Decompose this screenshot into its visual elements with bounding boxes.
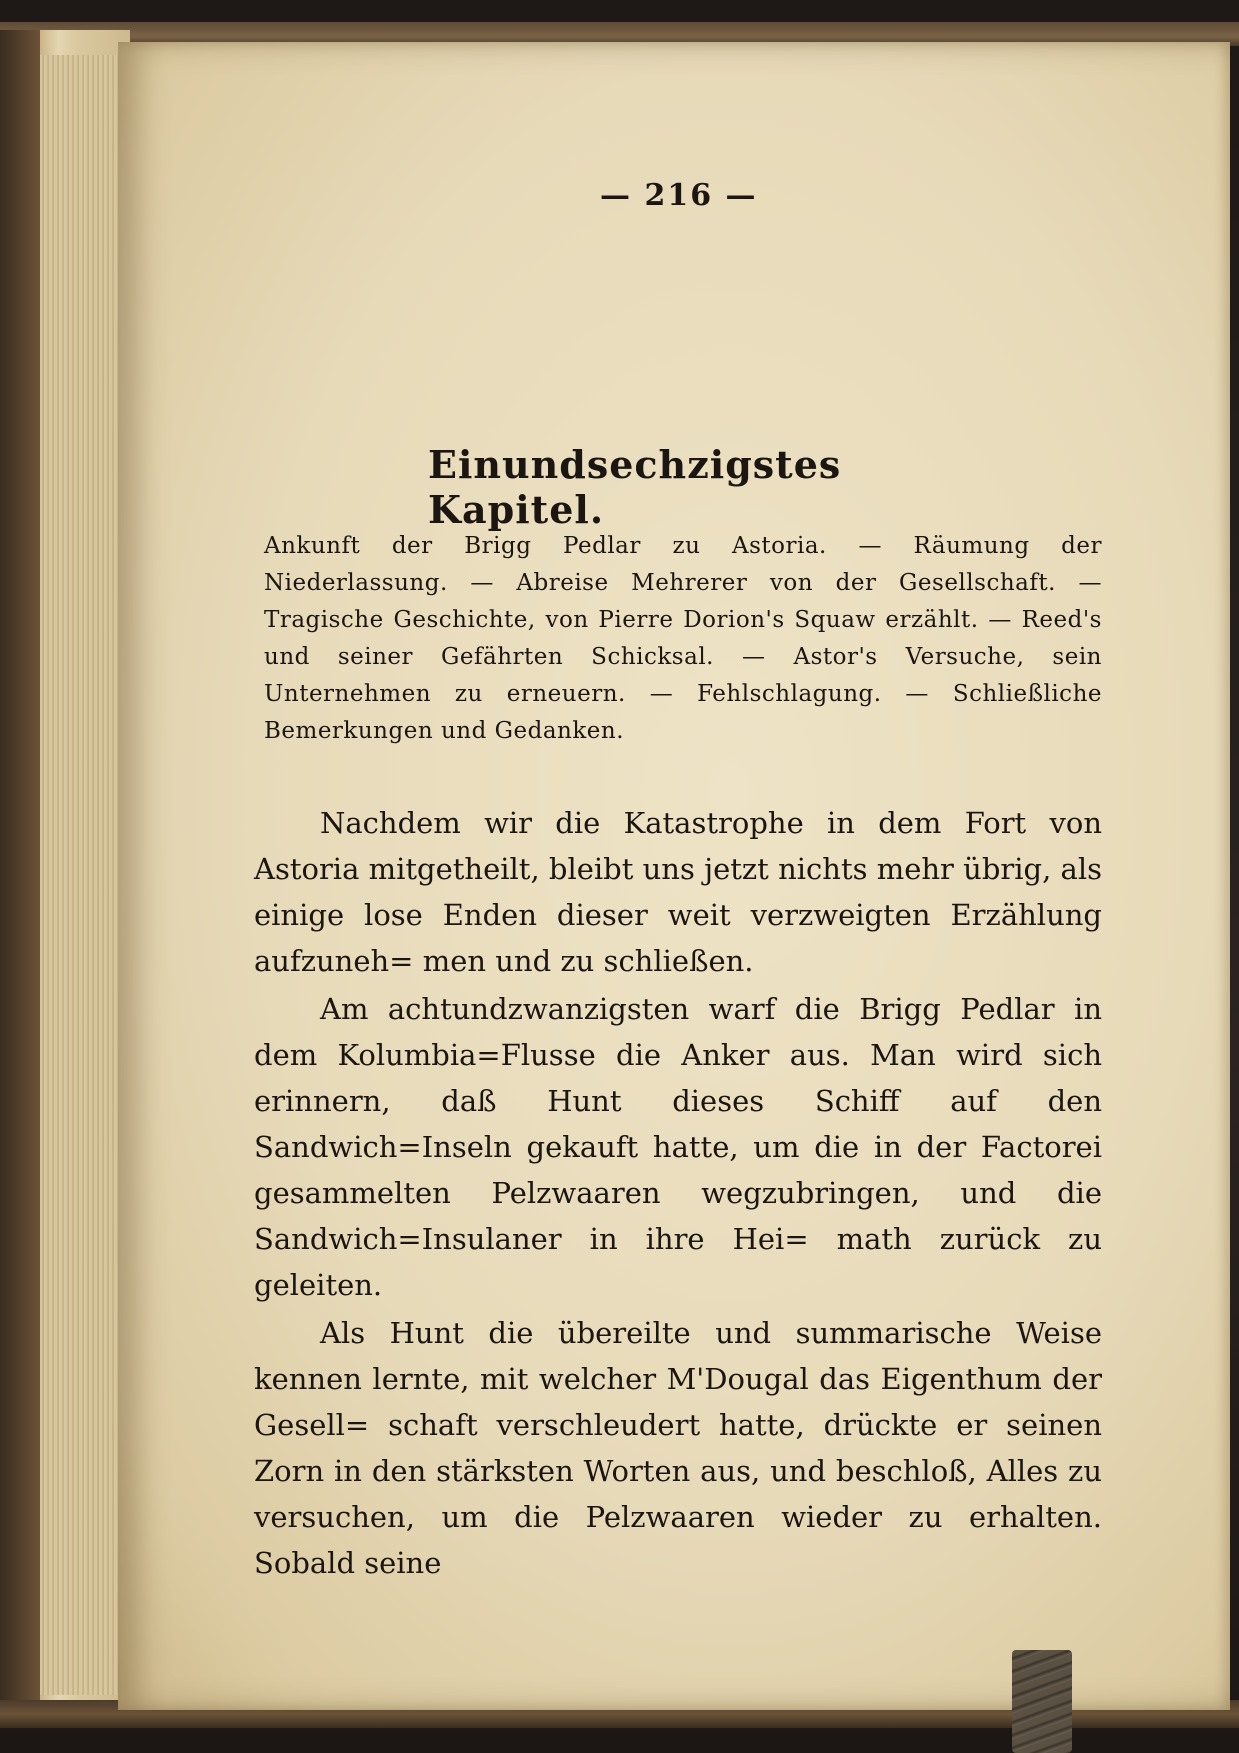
- binding-edge: [0, 30, 40, 1720]
- chapter-summary: Ankunft der Brigg Pedlar zu Astoria. — Räumung der Niederlassung. — Abreise Mehrerer von der Gesellschaft. — Tragische Geschichte, von Pierre Dorion's Squaw erzählt. — Reed's und seiner Gefährten Schicksal. — Astor's Versuche, sein Unternehmen zu erneuern. — Fehlschlagung. — Schließliche Bemerkungen und Gedanken.: [264, 533, 1102, 744]
- paragraph-1: Nachdem wir die Katastrophe in dem Fort von Astoria mitgetheilt, bleibt uns jetzt nichts mehr übrig, als einige lose Enden dieser weit verzweigten Erzählung aufzuneh= men und zu schließen.: [254, 806, 1102, 978]
- page-edges: [40, 55, 120, 1695]
- bookmark-ribbon: [1012, 1650, 1072, 1753]
- paragraph-3: Als Hunt die übereilte und summarische Weise kennen lernte, mit welcher M'Dougal das Eigenthum der Gesell= schaft verschleudert hatte, drückte er seinen Zorn in den stärksten Worten aus, und beschloß, Alles zu versuchen, um die Pelzwaaren wieder zu erhalten. Sobald seine: [254, 1316, 1102, 1580]
- page-number: — 216 —: [600, 178, 758, 213]
- body-text: [254, 800, 1102, 1588]
- paragraph-2: Am achtundzwanzigsten warf die Brigg Pedlar in dem Kolumbia=Flusse die Anker aus. Man wird sich erinnern, daß Hunt dieses Schiff auf den Sandwich=Inseln gekauft hatte, um die in der Factorei gesammelten Pelzwaaren wegzubringen, und die Sandwich=Insulaner in ihre Hei= math zurück zu geleiten.: [254, 992, 1102, 1302]
- chapter-title: Einundsechzigstes Kapitel.: [428, 442, 842, 532]
